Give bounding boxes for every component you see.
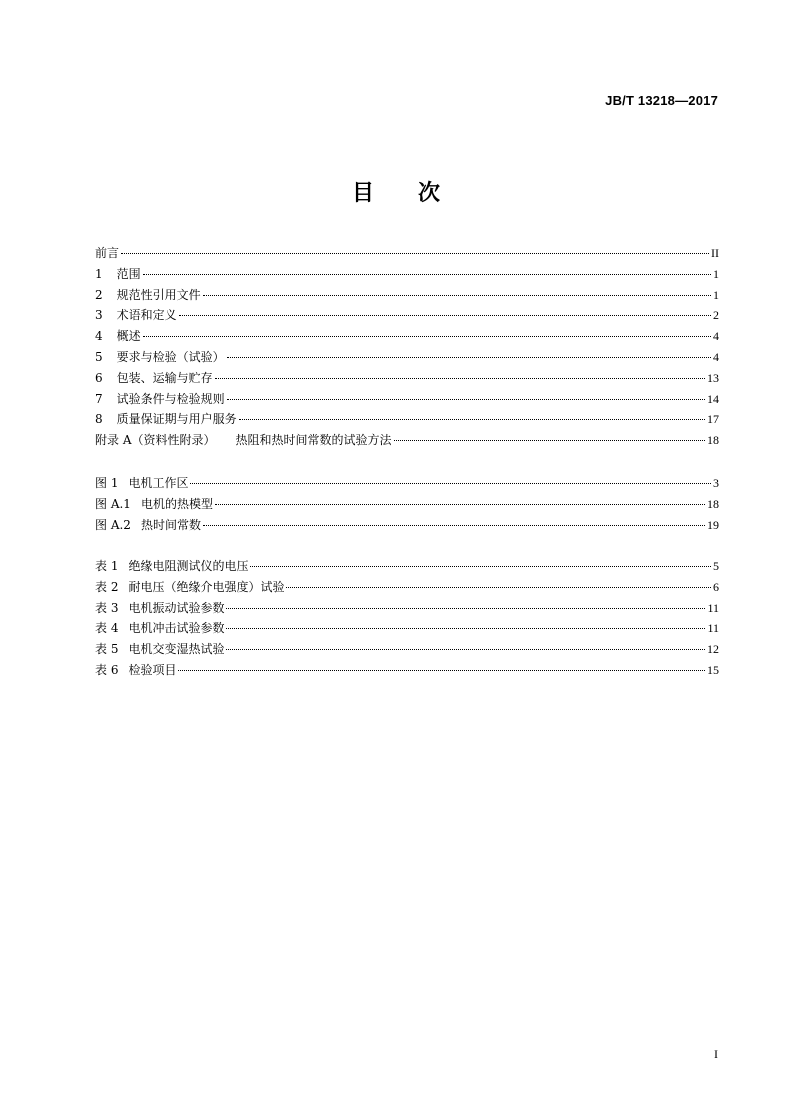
toc-entry[interactable]: [95, 598, 719, 619]
toc-entry-number: 4: [95, 329, 103, 344]
toc-entry-text: 包装、运输与贮存: [116, 370, 213, 385]
toc-entry-number: 表 3: [95, 600, 119, 615]
toc-page-number: 15: [707, 662, 719, 677]
toc-page-number: 4: [713, 329, 719, 344]
toc-entry-number: 表 4: [95, 621, 119, 636]
leader-dots: [239, 419, 705, 420]
toc-entry-text: 绝缘电阻测试仪的电压: [128, 559, 249, 573]
toc-entry-number: 图 A.1: [95, 496, 131, 511]
toc-page-number: 5: [713, 559, 719, 573]
toc-entry-text: 电机的热模型: [140, 496, 213, 511]
toc-entry-number: 6: [95, 370, 103, 385]
toc-entry-number: 表 1: [95, 559, 119, 573]
leader-dots: [143, 274, 711, 275]
leader-dots: [179, 315, 711, 316]
toc-entry-text: 电机冲击试验参数: [128, 621, 225, 636]
toc-entry[interactable]: [95, 430, 719, 451]
toc-entry-number: 8: [95, 412, 103, 427]
toc-entry-number: 7: [95, 391, 103, 406]
leader-dots: [203, 295, 711, 296]
leader-dots: [143, 336, 711, 337]
toc-entry-number: 1: [95, 266, 103, 281]
toc-entry-text: 范围: [116, 266, 141, 281]
toc-entry[interactable]: [95, 305, 719, 326]
toc-page-number: 18: [707, 433, 719, 448]
toc-page-number: 1: [713, 266, 719, 281]
leader-dots: [250, 566, 711, 567]
toc-page-number: 2: [713, 308, 719, 323]
leader-dots: [286, 587, 711, 588]
toc-entry-text: 电机振动试验参数: [128, 600, 225, 615]
toc-entry[interactable]: [95, 389, 719, 410]
toc-entry[interactable]: [95, 326, 719, 347]
toc-entry-text: 耐电压（绝缘介电强度）试验: [128, 579, 285, 594]
toc-page-number: 1: [713, 287, 719, 302]
toc-entry[interactable]: [95, 409, 719, 430]
toc-entry-number: 5: [95, 349, 103, 364]
toc-entry-number: 附录 A（资料性附录）: [95, 433, 216, 448]
toc-entry-text: 术语和定义: [116, 308, 177, 323]
toc-page-number: 14: [707, 391, 719, 406]
page-number: I: [714, 1047, 718, 1061]
leader-dots: [227, 399, 705, 400]
toc-entry-number: 3: [95, 308, 103, 323]
toc-entry-number: 表 2: [95, 579, 119, 594]
toc-chapters: [95, 243, 719, 451]
toc-entry[interactable]: [95, 494, 719, 515]
toc-tables: [95, 556, 719, 681]
toc-entry-text: 质量保证期与用户服务: [116, 412, 237, 427]
leader-dots: [227, 357, 711, 358]
toc-page-number: 18: [707, 496, 719, 511]
toc-entry-text: 规范性引用文件: [116, 287, 201, 302]
toc-entry[interactable]: [95, 264, 719, 285]
toc-entry-text: 概述: [116, 329, 141, 344]
toc-page-number: 11: [707, 621, 719, 636]
toc-entry-text: 热时间常数: [140, 517, 201, 532]
toc-entry[interactable]: [95, 556, 719, 577]
toc-entry-text: 电机交变湿热试验: [128, 642, 225, 657]
page-title: 目次: [351, 181, 484, 206]
toc-entry-number: 图 1: [95, 476, 119, 490]
toc-entry-text: 要求与检验（试验）: [116, 349, 225, 364]
toc-page-number: 19: [707, 517, 719, 532]
toc-page-number: 11: [707, 600, 719, 615]
toc-entry[interactable]: [95, 515, 719, 536]
toc-page-number: 4: [713, 349, 719, 364]
leader-dots: [203, 525, 705, 526]
toc-entry-text: 电机工作区: [128, 476, 189, 490]
leader-dots: [226, 628, 705, 629]
toc-entry-text: 前言: [95, 246, 120, 260]
toc-entry-text: 试验条件与检验规则: [116, 391, 225, 406]
toc-entry[interactable]: [95, 243, 719, 264]
toc-page-number: 12: [707, 642, 719, 657]
toc-entry-text: 热阻和热时间常数的试验方法: [235, 433, 392, 448]
toc-page-number: II: [711, 246, 719, 260]
toc-page-number: 6: [713, 579, 719, 594]
leader-dots: [226, 649, 705, 650]
toc-entry[interactable]: [95, 660, 719, 681]
leader-dots: [121, 253, 709, 254]
leader-dots: [190, 483, 711, 484]
leader-dots: [178, 670, 705, 671]
toc-figures: [95, 473, 719, 535]
leader-dots: [394, 440, 706, 441]
toc-page-number: 13: [707, 370, 719, 385]
toc-entry[interactable]: [95, 639, 719, 660]
toc-page-number: 3: [713, 476, 719, 490]
toc-entry-number: 表 5: [95, 642, 119, 657]
toc-entry-number: 2: [95, 287, 103, 302]
toc-entry[interactable]: [95, 618, 719, 639]
toc-entry[interactable]: [95, 368, 719, 389]
toc-entry-number: 图 A.2: [95, 517, 131, 532]
standard-code: JB/T 13218—2017: [605, 93, 718, 108]
toc-page-number: 17: [707, 412, 719, 427]
leader-dots: [215, 378, 705, 379]
leader-dots: [226, 608, 705, 609]
toc-entry-text: 检验项目: [128, 662, 177, 677]
toc-entry[interactable]: [95, 347, 719, 368]
toc-entry-number: 表 6: [95, 662, 119, 677]
toc-entry[interactable]: [95, 285, 719, 306]
toc-entry[interactable]: [95, 473, 719, 494]
toc-entry[interactable]: [95, 577, 719, 598]
leader-dots: [215, 504, 705, 505]
